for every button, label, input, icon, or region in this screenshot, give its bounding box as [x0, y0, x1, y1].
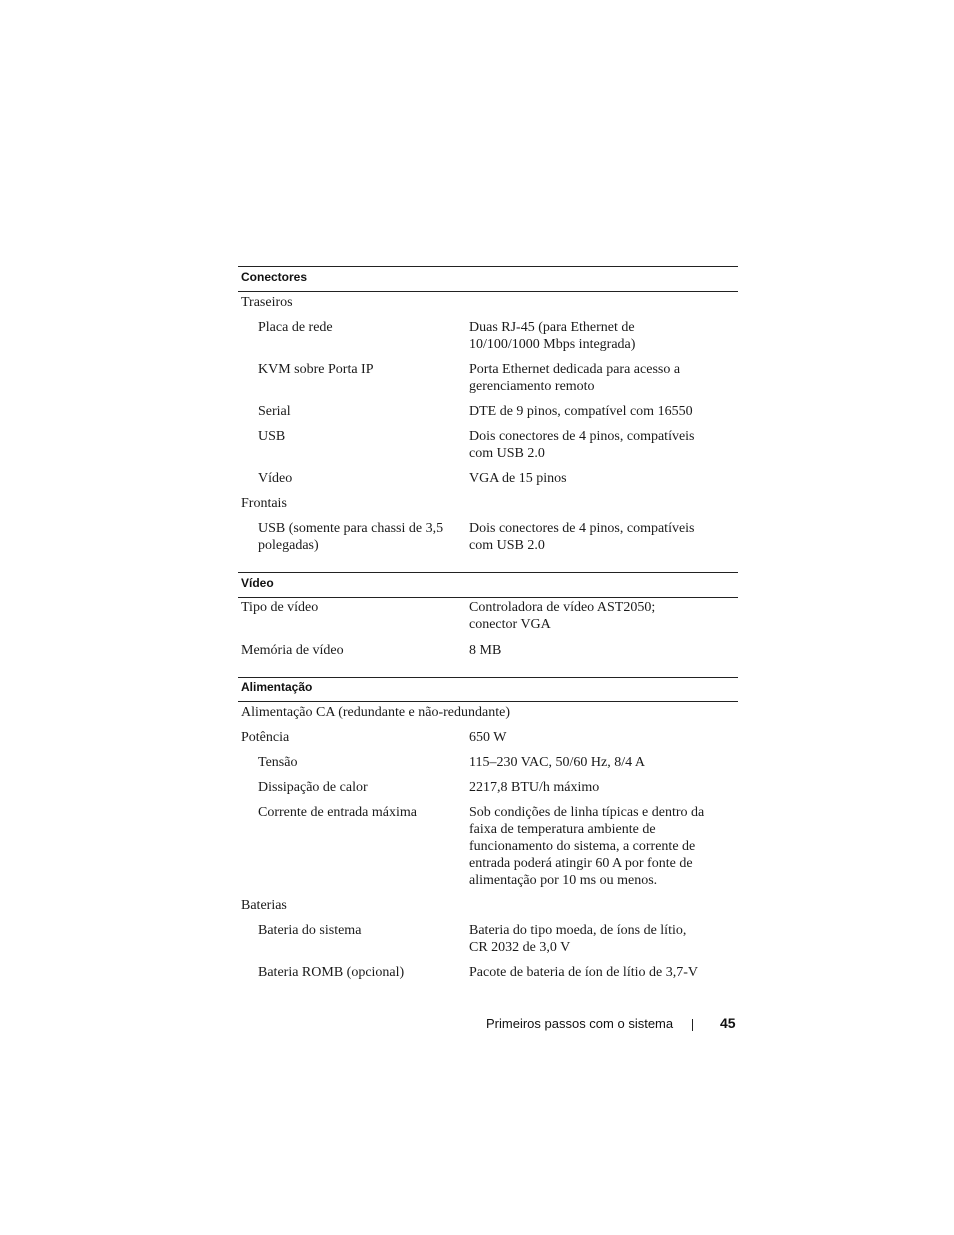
row-value-dissipacao: 2217,8 BTU/h máximo — [469, 780, 600, 795]
row-value-usb: Dois conectores de 4 pinos, compatíveis com USB 2.0 — [469, 429, 695, 461]
section-top-rule — [238, 572, 738, 573]
section-header-rule — [238, 291, 738, 292]
row-label-dissipacao: Dissipação de calor — [258, 780, 368, 795]
section-title-conectores: Conectores — [241, 270, 308, 284]
row-value-placa-de-rede: Duas RJ-45 (para Ethernet de 10/100/1000 Mbps integrada) — [469, 320, 636, 352]
footer-title: Primeiros passos com o sistema — [486, 1016, 674, 1031]
row-value-tensao: 115–230 VAC, 50/60 Hz, 8/4 A — [469, 755, 645, 770]
row-value-corrente-entrada: Sob condições de linha típicas e dentro da faixa de temperatura ambiente de funcionamento do sistema, a corrente de entrada poderá atingir 60 A por fonte de alimentação por 10 ms ou menos. — [469, 805, 705, 888]
row-label-video-connector: Vídeo — [258, 471, 293, 486]
row-value-bateria-sistema: Bateria do tipo moeda, de íons de lítio, CR 2032 de 3,0 V — [469, 923, 687, 955]
section-top-rule — [238, 677, 738, 678]
section-title-video: Vídeo — [241, 576, 274, 590]
section-header-rule — [238, 597, 738, 598]
group-label-baterias: Baterias — [241, 898, 287, 913]
row-label-tensao: Tensão — [258, 755, 298, 770]
row-label-kvm: KVM sobre Porta IP — [258, 362, 374, 377]
row-label-tipo-de-video: Tipo de vídeo — [241, 600, 319, 615]
footer-separator — [692, 1019, 693, 1031]
row-label-corrente-entrada: Corrente de entrada máxima — [258, 805, 417, 820]
row-label-serial: Serial — [258, 404, 291, 419]
row-value-kvm: Porta Ethernet dedicada para acesso a gerenciamento remoto — [469, 362, 681, 394]
row-label-placa-de-rede: Placa de rede — [258, 320, 333, 335]
row-value-potencia: 650 W — [469, 730, 507, 745]
section-header-rule — [238, 701, 738, 702]
row-value-tipo-de-video: Controladora de vídeo AST2050; conector VGA — [469, 600, 656, 632]
row-label-memoria-de-video: Memória de vídeo — [241, 643, 344, 658]
row-value-memoria-de-video: 8 MB — [469, 643, 502, 658]
row-value-bateria-romb: Pacote de bateria de íon de lítio de 3,7-V — [469, 965, 698, 980]
row-label-usb-frontal: USB (somente para chassi de 3,5 polegadas) — [258, 521, 444, 553]
page-number: 45 — [720, 1015, 736, 1031]
row-label-potencia: Potência — [241, 730, 290, 745]
row-value-video-connector: VGA de 15 pinos — [469, 471, 567, 486]
row-label-bateria-sistema: Bateria do sistema — [258, 923, 362, 938]
group-label-traseiros: Traseiros — [241, 295, 293, 310]
section-top-rule — [238, 266, 738, 267]
row-label-bateria-romb: Bateria ROMB (opcional) — [258, 965, 405, 980]
row-label-usb: USB — [258, 429, 286, 444]
group-label-alimentacao-ca: Alimentação CA (redundante e não-redundante) — [241, 705, 511, 720]
group-label-frontais: Frontais — [241, 496, 287, 511]
row-value-serial: DTE de 9 pinos, compatível com 16550 — [469, 404, 693, 419]
row-value-usb-frontal: Dois conectores de 4 pinos, compatíveis com USB 2.0 — [469, 521, 695, 553]
section-title-alimentacao: Alimentação — [241, 680, 313, 694]
